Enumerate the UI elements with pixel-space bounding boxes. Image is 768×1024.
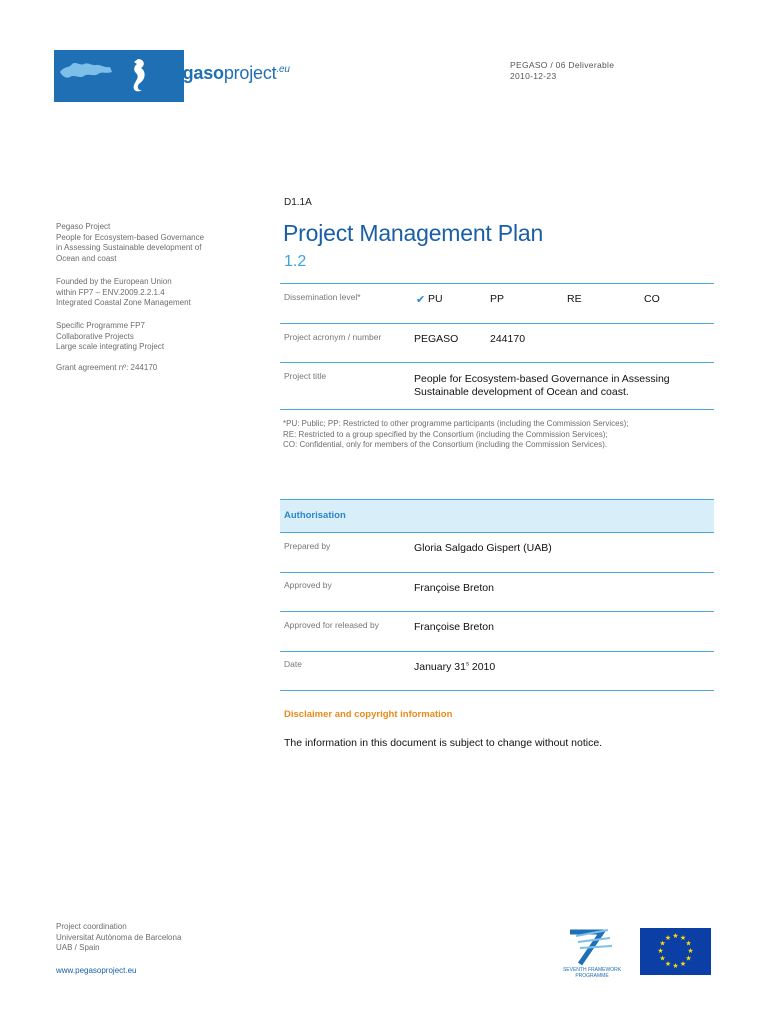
document-version: 1.2 [284, 253, 307, 270]
sidebar-programme-info [56, 321, 256, 353]
deliverable-label: PEGASO / 06 Deliverable [510, 60, 615, 70]
level-co: CO [644, 293, 660, 305]
svg-text:★: ★ [685, 939, 692, 948]
disclaimer-text: The information in this document is subject to change without notice. [284, 737, 603, 749]
svg-text:★: ★ [687, 947, 694, 955]
prepared-by-label: Prepared by [284, 541, 331, 551]
svg-text:★: ★ [679, 934, 687, 942]
svg-text:★: ★ [672, 932, 679, 940]
fp7-line1: SEVENTH FRAMEWORK [562, 967, 622, 973]
svg-text:★: ★ [679, 960, 687, 968]
svg-text:★: ★ [672, 962, 679, 970]
date-value [414, 661, 495, 673]
footer-line: Project coordination [56, 922, 127, 931]
map-graphic-icon [58, 58, 114, 84]
dissemination-label: Dissemination level* [284, 292, 361, 302]
project-acronym: PEGASO [414, 333, 459, 345]
fp7-line2: PROGRAMME [575, 973, 609, 978]
sidebar-line: People for Ecosystem-based Governance [56, 232, 205, 242]
approved-release-value: Françoise Breton [414, 621, 494, 633]
sidebar-line: Founded by the European Union [56, 277, 172, 286]
website-link[interactable]: www.pegasoproject.eu [56, 966, 137, 975]
fp7-logo-icon [562, 926, 622, 978]
prepared-by-value: Gloria Salgado Gispert (UAB) [414, 542, 552, 554]
approved-by-value: Françoise Breton [414, 582, 494, 594]
project-title-line: People for Ecosystem-based Governance in Assessing [414, 373, 670, 385]
footer-line: Universitat Autònoma de Barcelona [56, 932, 182, 942]
svg-text:★: ★ [685, 954, 692, 963]
deliverable-code: D1.1A [284, 197, 312, 208]
sidebar-line: Large scale integrating Project [56, 342, 165, 351]
authorisation-heading: Authorisation [284, 510, 346, 521]
divider [280, 362, 714, 363]
sidebar-funding-info [56, 277, 256, 309]
note-line: *PU: Public; PP: Restricted to other programme participants (including the Commission Services); [283, 419, 629, 428]
date-label: Date [284, 659, 302, 669]
acronym-label: Project acronym / number [284, 332, 382, 342]
level-pu: PU [428, 293, 443, 305]
approved-by-label: Approved by [284, 580, 332, 590]
header-date: 2010-12-23 [510, 71, 557, 81]
sidebar-line: Integrated Coastal Zone Management [56, 298, 191, 307]
sidebar-project-info [56, 222, 256, 264]
eu-flag-icon [640, 928, 711, 975]
project-title-value [414, 373, 670, 399]
disclaimer-heading: Disclaimer and copyright information [284, 709, 453, 720]
project-number: 244170 [490, 333, 526, 345]
sidebar-line: Ocean and coast [56, 253, 117, 263]
divider [280, 572, 714, 573]
svg-text:★: ★ [664, 960, 672, 968]
logo-wordmark: pegasoproject$^{.eu}$ [162, 63, 290, 83]
date-suffix: s [465, 661, 469, 668]
footer-coordination [56, 922, 181, 954]
divider [280, 532, 714, 533]
seahorse-icon [122, 55, 152, 95]
grant-agreement: Grant agreement nº: 244170 [56, 363, 158, 372]
level-pp: PP [490, 293, 505, 305]
approved-release-label: Approved for released by [284, 620, 379, 630]
sidebar-line: Collaborative Projects [56, 331, 134, 341]
project-title-label: Project title [284, 371, 327, 381]
eu-stars-icon [640, 928, 711, 975]
divider [280, 611, 714, 612]
sidebar-line: in Assessing Sustainable development of [56, 243, 202, 252]
svg-text:★: ★ [659, 939, 666, 948]
svg-text:★: ★ [664, 934, 672, 942]
project-title-line: Sustainable development of Ocean and coast. [414, 386, 629, 398]
divider [280, 283, 714, 284]
checkmark-icon: ✔ [416, 294, 426, 306]
date-year: 2010 [468, 661, 496, 673]
divider [280, 651, 714, 652]
divider [280, 323, 714, 324]
svg-text:★: ★ [659, 954, 666, 963]
date-text: January 31 [414, 661, 466, 673]
sidebar-line: within FP7 – ENV.2009.2.2.1.4 [56, 287, 165, 297]
divider [280, 690, 714, 691]
sidebar-line: Specific Programme FP7 [56, 321, 145, 330]
footer-line: UAB / Spain [56, 943, 100, 952]
dissemination-notes [283, 419, 628, 451]
svg-text:★: ★ [657, 947, 664, 955]
note-line: CO: Confidential, only for members of the Consortium (including the Commission Services). [283, 440, 608, 449]
page-title: Project Management Plan [283, 220, 544, 246]
divider [280, 409, 714, 410]
note-line: RE: Restricted to a group specified by the Consortium (including the Commission Services); [283, 429, 608, 439]
sidebar-line: Pegaso Project [56, 222, 111, 231]
level-re: RE [567, 293, 582, 305]
